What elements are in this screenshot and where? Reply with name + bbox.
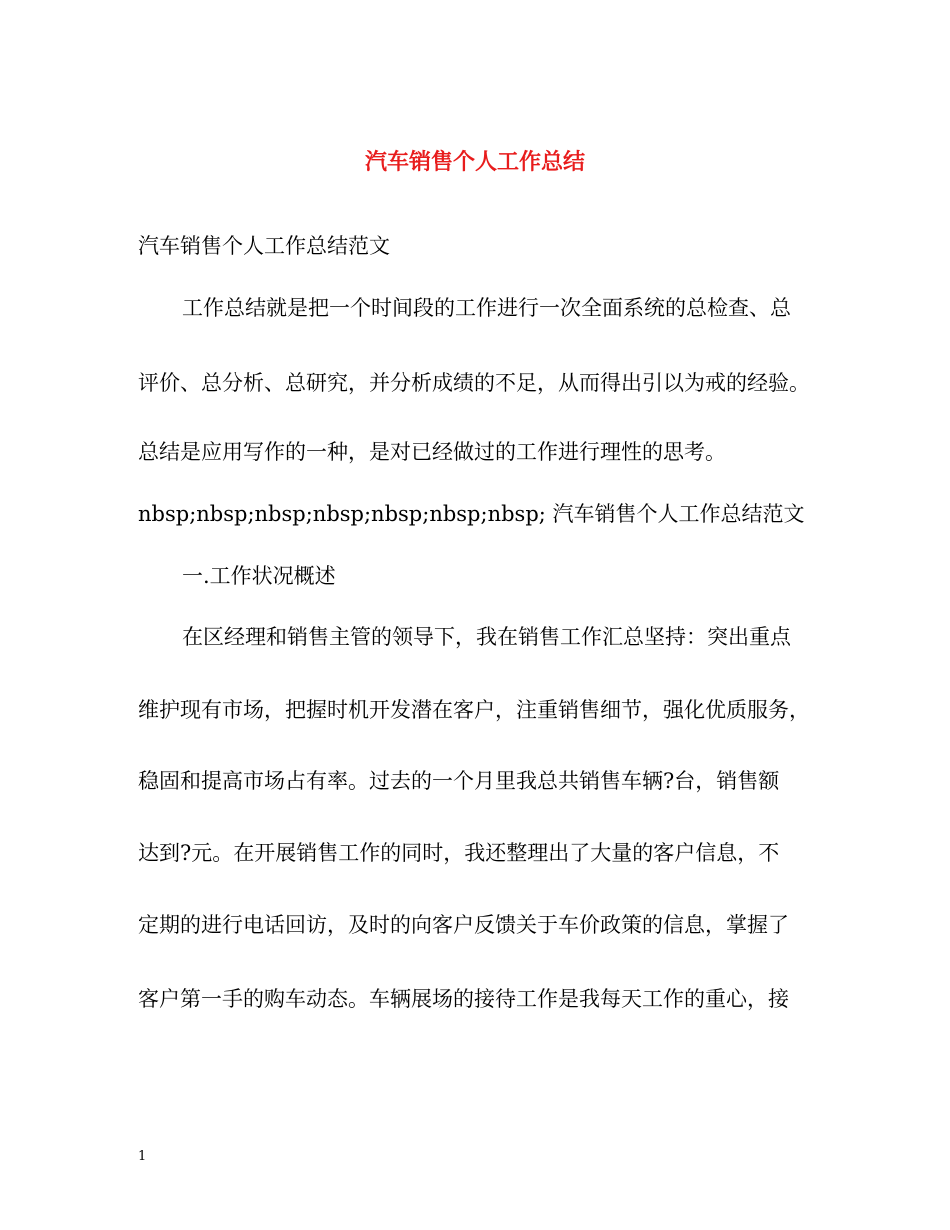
paragraph-line: 维护现有市场，把握时机开发潜在客户，注重销售细节，强化优质服务， <box>138 698 810 722</box>
section-heading: 一.工作状况概述 <box>182 564 336 588</box>
paragraph-line: 评价、总分析、总研究，并分析成绩的不足，从而得出引以为戒的经验。 <box>138 371 810 395</box>
paragraph-line: 总结是应用写作的一种，是对已经做过的工作进行理性的思考。 <box>138 440 726 464</box>
paragraph-line: 工作总结就是把一个时间段的工作进行一次全面系统的总检查、总 <box>182 296 791 320</box>
paragraph-line: 在区经理和销售主管的领导下，我在销售工作汇总坚持：突出重点 <box>182 625 791 649</box>
paragraph-line: 客户第一手的购车动态。车辆展场的接待工作是我每天工作的重心，接 <box>138 987 789 1011</box>
paragraph-line: nbsp;nbsp;nbsp;nbsp;nbsp;nbsp;nbsp; 汽车销售个人工作总结范文 <box>138 502 805 526</box>
paragraph-line: 达到?元。在开展销售工作的同时，我还整理出了大量的客户信息，不 <box>138 841 780 865</box>
paragraph-line: 定期的进行电话回访，及时的向客户反馈关于车价政策的信息，掌握了 <box>138 913 789 937</box>
document-subtitle: 汽车销售个人工作总结范文 <box>138 234 390 258</box>
document-title: 汽车销售个人工作总结 <box>364 149 585 175</box>
page-number: 1 <box>138 1149 147 1164</box>
paragraph-line: 稳固和提高市场占有率。过去的一个月里我总共销售车辆?台，销售额 <box>138 769 780 793</box>
